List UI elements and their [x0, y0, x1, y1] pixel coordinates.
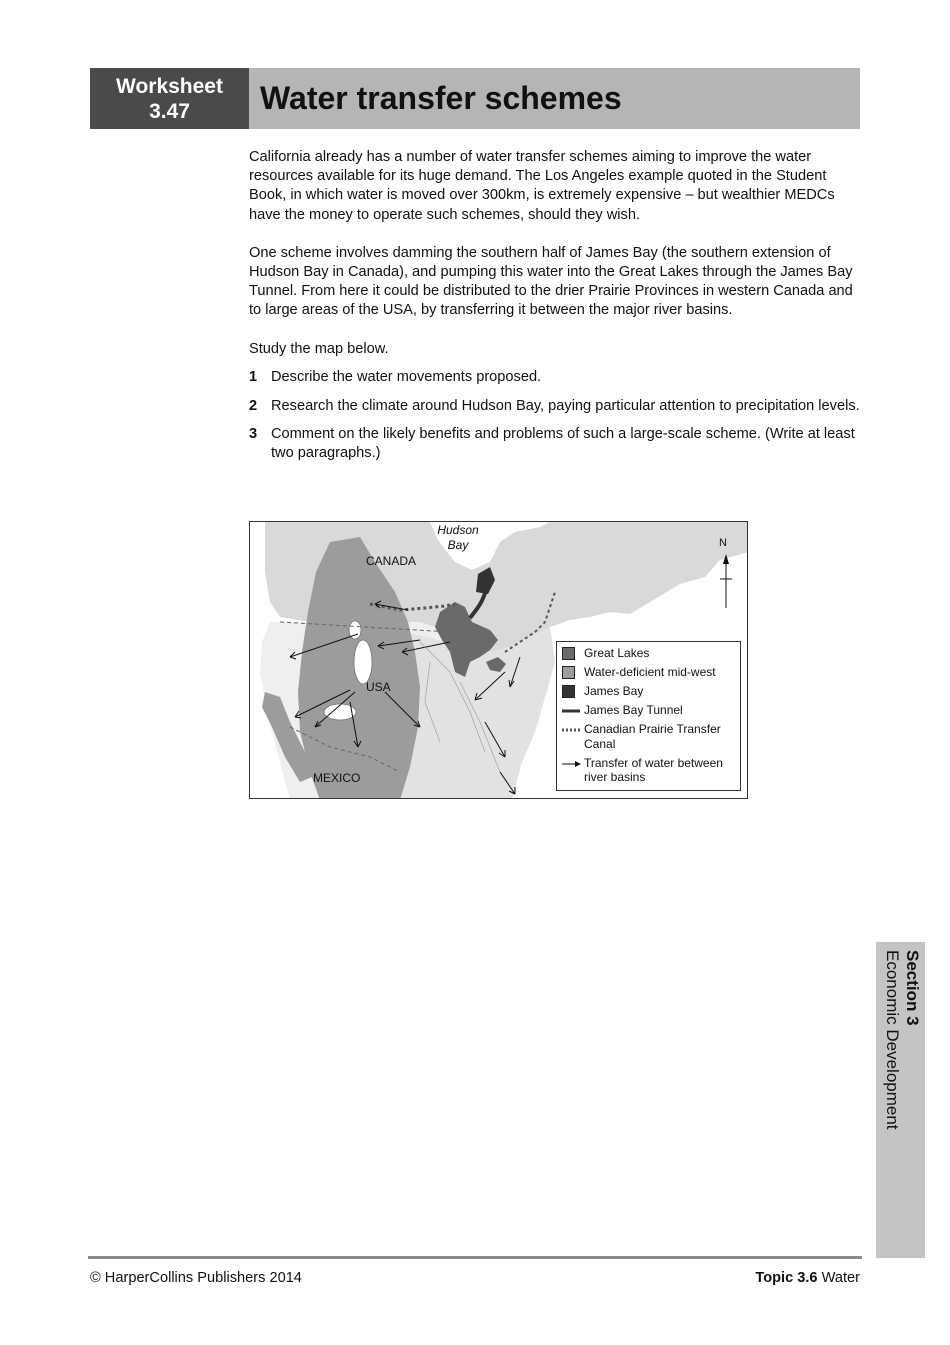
- water-transfer-map: [249, 521, 748, 799]
- legend-item: [562, 684, 736, 699]
- worksheet-badge: [90, 68, 249, 129]
- section-subtitle: Economic Development: [883, 950, 902, 1130]
- question-item: [249, 425, 861, 463]
- title-bar: [249, 68, 860, 129]
- section-label: Section 3: [903, 950, 922, 1026]
- map-legend: [556, 641, 741, 791]
- footer-divider: [88, 1256, 862, 1259]
- footer-topic: [755, 1270, 860, 1286]
- study-prompt: Study the map below.: [249, 340, 389, 357]
- canada-label: CANADA: [366, 554, 417, 568]
- worksheet-label: Worksheet: [116, 74, 223, 98]
- water-deficient-swatch: [562, 666, 575, 679]
- question-number: 3: [249, 426, 258, 443]
- tunnel-line-icon: [562, 703, 582, 717]
- question-number: 1: [249, 368, 258, 385]
- hudson-label-line1: Hudson: [437, 523, 479, 537]
- legend-label: James Bay Tunnel: [584, 703, 683, 717]
- page-title: Water transfer schemes: [260, 80, 622, 116]
- legend-label: Water-deficient mid-west: [584, 665, 716, 679]
- worksheet-number: 3.47: [149, 99, 190, 123]
- north-label: N: [719, 537, 727, 549]
- intro-paragraph-2: One scheme involves damming the southern half of James Bay (the southern extension of Hudson Bay in Canada), and pumping this water into the Great Lakes through the James Bay Tunnel. From here it could be distributed to the drier Prairie Provinces in western Canada and to large areas of the USA, by transferring it between the major river basins.: [249, 244, 853, 319]
- legend-label: James Bay: [584, 684, 644, 698]
- question-list: [249, 368, 861, 464]
- body-text: [249, 148, 861, 473]
- footer-topic-number: Topic 3.6: [755, 1270, 818, 1286]
- transfer-arrow-icon: [562, 756, 582, 770]
- legend-item: [562, 722, 736, 751]
- question-item: [249, 397, 861, 416]
- question-text: Comment on the likely benefits and problems of such a large-scale scheme. (Write at least two paragraphs.): [271, 426, 855, 462]
- hudson-label-line2: Bay: [447, 538, 469, 552]
- section-side-text: [878, 950, 922, 1250]
- mexico-label: MEXICO: [313, 771, 361, 785]
- legend-item: [562, 665, 736, 680]
- great-lakes-swatch: [562, 647, 575, 660]
- question-text: Research the climate around Hudson Bay, paying particular attention to precipitation levels.: [271, 397, 860, 414]
- question-text: Describe the water movements proposed.: [271, 368, 542, 385]
- legend-label: Canadian Prairie Transfer Canal: [584, 722, 721, 751]
- footer-topic-name: Water: [817, 1270, 860, 1286]
- james-bay-swatch: [562, 685, 575, 698]
- question-number: 2: [249, 397, 258, 414]
- usa-label: USA: [366, 680, 391, 694]
- hudson-bay-label: [428, 523, 488, 553]
- legend-item: [562, 646, 736, 661]
- legend-label: Great Lakes: [584, 646, 650, 660]
- intro-paragraph-1: California already has a number of water transfer schemes aiming to improve the water resources available for its huge demand. The Los Angeles example quoted in the Student Book, in which water is moved over 300km, is extremely expensive – but wealthier MEDCs have the money to operate such schemes, should they wish.: [249, 149, 835, 223]
- question-item: [249, 368, 861, 387]
- legend-label: Transfer of water between river basins: [584, 755, 723, 784]
- canal-line-icon: [562, 722, 582, 736]
- legend-item: [562, 703, 736, 718]
- legend-item: [562, 756, 736, 785]
- footer-copyright: © HarperCollins Publishers 2014: [90, 1270, 302, 1286]
